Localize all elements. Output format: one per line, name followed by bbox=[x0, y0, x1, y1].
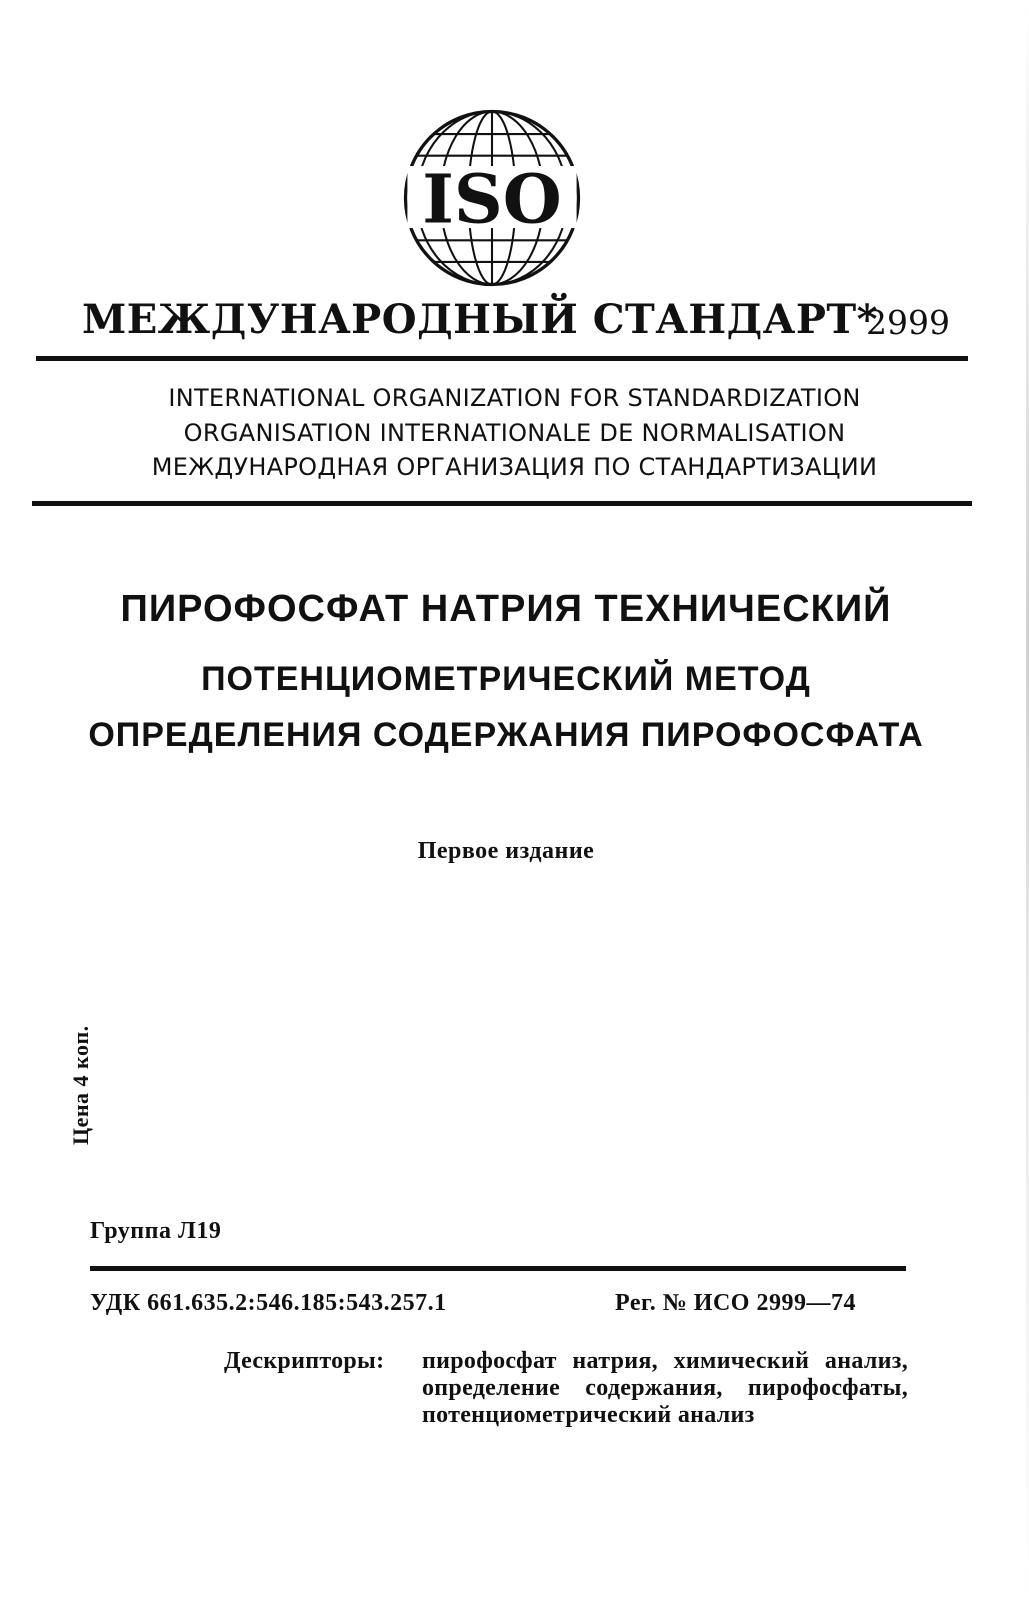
group-label: Группа Л19 bbox=[90, 1218, 222, 1244]
descriptors-text: пирофосфат натрия, химический анализ, определение содержания, пирофосфаты, потенциометрический анализ bbox=[422, 1348, 908, 1428]
standard-title: МЕЖДУНАРОДНЫЙ СТАНДАРТ* bbox=[82, 296, 879, 343]
standard-number: 2999 bbox=[866, 303, 950, 342]
organization-russian: МЕЖДУНАРОДНАЯ ОРГАНИЗАЦИЯ ПО СТАНДАРТИЗАЦИИ bbox=[151, 453, 878, 481]
registration-number: Рег. № ИСО 2999—74 bbox=[615, 1290, 856, 1316]
udc-code: УДК 661.635.2:546.185:543.257.1 bbox=[90, 1290, 447, 1316]
document-title: ПИРОФОСФАТ НАТРИЯ ТЕХНИЧЕСКИЙ bbox=[120, 588, 892, 630]
iso-logo bbox=[398, 104, 586, 292]
document-subtitle-line2: ОПРЕДЕЛЕНИЯ СОДЕРЖАНИЯ ПИРОФОСФАТА bbox=[88, 716, 924, 754]
organization-french: ORGANISATION INTERNATIONALE DE NORMALISATION bbox=[183, 419, 846, 447]
document-subtitle-line1: ПОТЕНЦИОМЕТРИЧЕСКИЙ МЕТОД bbox=[201, 660, 811, 698]
divider-middle bbox=[32, 501, 972, 506]
price-label: Цена 4 коп. bbox=[68, 1025, 93, 1145]
descriptors-label: Дескрипторы: bbox=[224, 1348, 385, 1374]
iso-logo-text: ISO bbox=[422, 158, 562, 239]
edition-label: Первое издание bbox=[417, 838, 595, 864]
divider-bottom bbox=[90, 1266, 906, 1271]
divider-top bbox=[36, 356, 968, 361]
organization-english: INTERNATIONAL ORGANIZATION FOR STANDARDIZATION bbox=[168, 384, 861, 412]
